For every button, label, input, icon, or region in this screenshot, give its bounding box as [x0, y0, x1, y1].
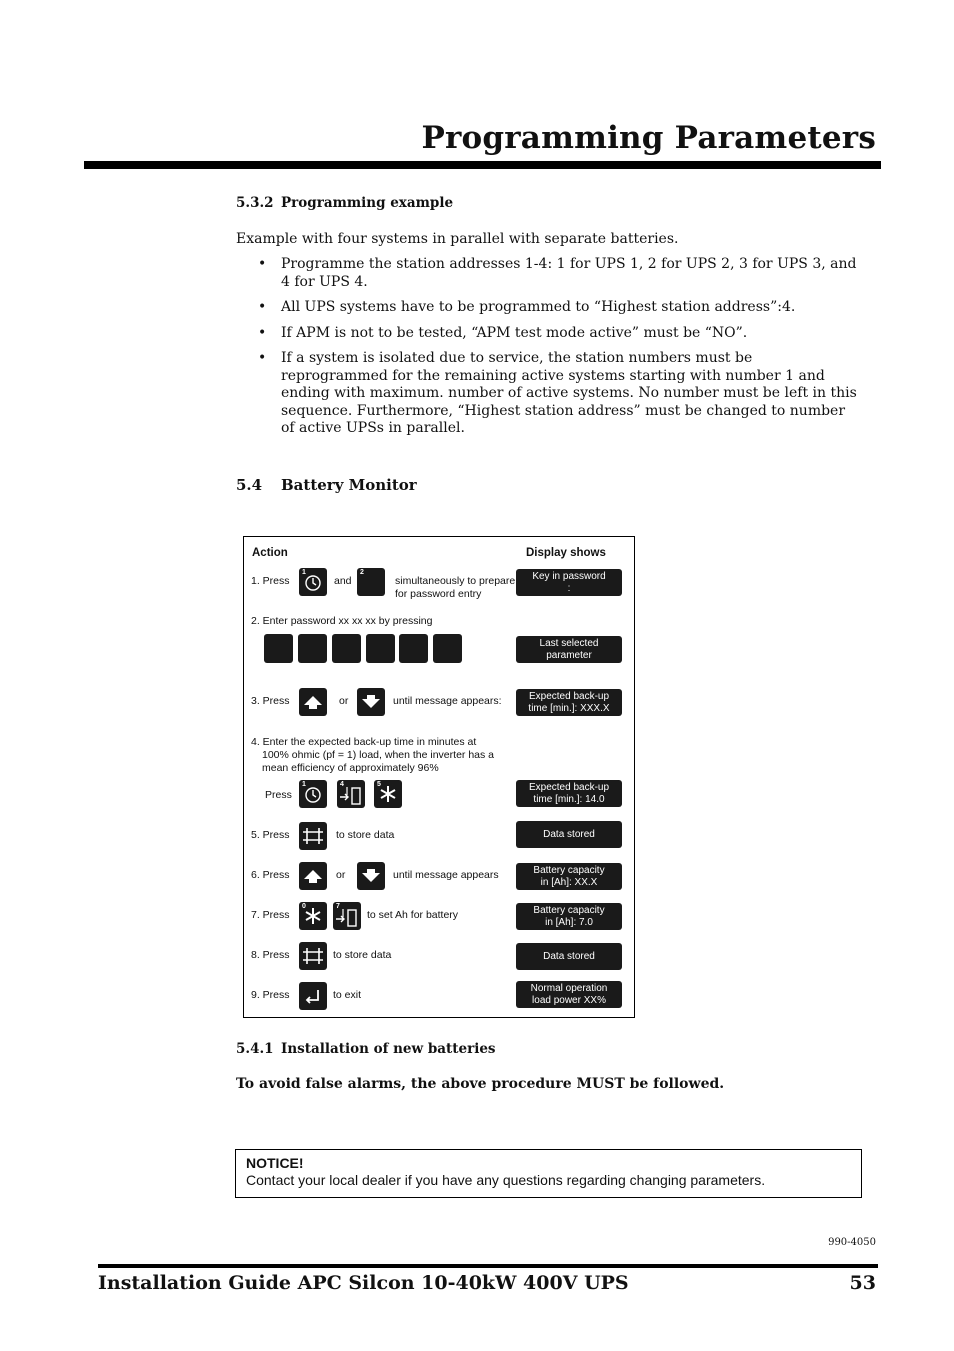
clock-key — [299, 780, 327, 808]
step5-text: to store data — [336, 829, 395, 841]
display-line: Expected back-up — [528, 690, 610, 702]
section-title: Installation of new batteries — [281, 1041, 496, 1057]
step1-and: and — [334, 575, 352, 587]
key-number: 7 — [336, 903, 340, 910]
step4-line1: 4. Enter the expected back-up time in minutes at — [251, 736, 477, 748]
display-header: Display shows — [526, 547, 606, 559]
down-arrow-icon — [357, 688, 385, 716]
section-title: Programming example — [281, 195, 454, 211]
display-line: Key in password — [532, 570, 606, 582]
display-data-stored-2 — [516, 943, 622, 970]
set-value-icon — [337, 780, 365, 808]
key-number: 2 — [360, 569, 364, 576]
section-heading-532 — [236, 195, 453, 211]
step3-or: or — [339, 695, 349, 707]
section-heading-541 — [236, 1041, 496, 1057]
key-number: 4 — [340, 781, 344, 788]
password-key — [332, 634, 361, 663]
list-item: • If APM is not to be tested, “APM test mode active” must be “NO”. — [258, 325, 860, 343]
star-icon — [299, 902, 327, 930]
footer-rule — [98, 1264, 878, 1268]
section-number: 5.3.2 — [236, 195, 274, 211]
step7-text: to set Ah for battery — [367, 909, 459, 921]
down-arrow-key — [357, 688, 385, 716]
enter-key — [299, 982, 327, 1010]
bullet-list — [258, 256, 860, 446]
section-title: Battery Monitor — [281, 476, 417, 494]
step1-text-a: simultaneously to prepare — [395, 575, 516, 587]
display-battery-capacity — [516, 863, 622, 890]
step4-press: Press — [265, 789, 292, 801]
display-line: in [Ah]: XX.X — [540, 876, 598, 888]
display-line: Data stored — [543, 828, 595, 840]
star-key — [374, 780, 402, 808]
value-key — [337, 780, 365, 808]
display-data-stored — [516, 821, 622, 848]
up-arrow-icon — [299, 688, 327, 716]
list-item: • If a system is isolated due to service, the station numbers must be reprogrammed for the remaining active systems starting with number 1 and ending with maximum. number of active systems. No number must be left in this sequence. Furthermore, “Highest station address” must be changed to number of active UPSs in parallel. — [258, 350, 860, 438]
step2-text: 2. Enter password xx xx xx by pressing — [251, 615, 433, 627]
store-key — [299, 942, 327, 970]
password-key — [399, 634, 428, 663]
footer-title: Installation Guide APC Silcon 10-40kW 400V UPS — [98, 1272, 629, 1294]
step4-line2: 100% ohmic (pf = 1) load, when the inverter has a — [262, 749, 495, 761]
page-title: Programming Parameters — [421, 120, 876, 156]
down-arrow-icon — [357, 862, 385, 890]
step6-until: until message appears — [393, 869, 499, 881]
step7-label: 7. Press — [251, 909, 290, 921]
key-number: 5 — [377, 781, 381, 788]
up-arrow-icon — [299, 862, 327, 890]
step9-text: to exit — [333, 989, 362, 1001]
document-number: 990-4050 — [828, 1237, 876, 1248]
display-line: Last selected — [539, 637, 599, 649]
page-number: 53 — [849, 1272, 876, 1294]
step6-or: or — [336, 869, 346, 881]
password-key — [433, 634, 462, 663]
up-arrow-key — [299, 688, 327, 716]
step5-label: 5. Press — [251, 829, 290, 841]
step3-label: 3. Press — [251, 695, 290, 707]
key-number: 1 — [302, 781, 306, 788]
warning-text: To avoid false alarms, the above procedure MUST be followed. — [236, 1076, 725, 1092]
clock-icon — [299, 568, 327, 596]
step4-line3: mean efficiency of approximately 96% — [262, 762, 439, 774]
display-battery-capacity-7 — [516, 903, 622, 930]
action-header: Action — [252, 547, 288, 559]
step6-label: 6. Press — [251, 869, 290, 881]
notice-box — [235, 1149, 862, 1198]
step3-until: until message appears: — [393, 695, 502, 707]
key-2 — [357, 568, 385, 596]
value-key — [333, 902, 361, 930]
store-icon — [299, 942, 327, 970]
display-line: Normal operation — [530, 982, 608, 994]
clock-icon — [299, 780, 327, 808]
step1-text-b: for password entry — [395, 588, 482, 600]
up-arrow-key — [299, 862, 327, 890]
section-number: 5.4 — [236, 476, 263, 494]
display-normal-operation — [516, 981, 622, 1008]
intro-text: Example with four systems in parallel with separate batteries. — [236, 231, 679, 247]
battery-monitor-procedure — [243, 536, 635, 1018]
enter-icon — [299, 982, 327, 1010]
display-key-in-password — [516, 569, 622, 596]
store-icon — [299, 822, 327, 850]
password-key — [298, 634, 327, 663]
display-line: parameter — [546, 649, 592, 661]
star-key — [299, 902, 327, 930]
display-line: Data stored — [543, 950, 595, 962]
down-arrow-key — [357, 862, 385, 890]
notice-text: Contact your local dealer if you have any questions regarding changing parameters. — [246, 1172, 766, 1188]
step1-label: 1. Press — [251, 575, 290, 587]
section-heading-54 — [236, 476, 417, 494]
display-line: in [Ah]: 7.0 — [545, 916, 593, 928]
display-line: Expected back-up — [528, 781, 610, 793]
title-rule — [84, 161, 881, 169]
store-key — [299, 822, 327, 850]
display-line: load power XX% — [532, 994, 606, 1006]
password-key — [264, 634, 293, 663]
display-line: time [min.]: 14.0 — [533, 793, 605, 805]
set-value-icon — [333, 902, 361, 930]
key-number: 1 — [302, 569, 306, 576]
display-expected-backup — [516, 689, 622, 716]
display-line: time [min.]: XXX.X — [528, 702, 610, 714]
list-item: • All UPS systems have to be programmed to “Highest station address”:4. — [258, 299, 860, 317]
display-line: : — [567, 582, 571, 594]
display-line: Battery capacity — [533, 904, 605, 916]
display-line: Battery capacity — [533, 864, 605, 876]
clock-key — [299, 568, 327, 596]
display-expected-backup-14 — [516, 780, 622, 807]
step8-text: to store data — [333, 949, 392, 961]
step8-label: 8. Press — [251, 949, 290, 961]
password-key — [366, 634, 395, 663]
key-number: 0 — [302, 903, 306, 910]
star-icon — [374, 780, 402, 808]
list-item: • Programme the station addresses 1-4: 1 for UPS 1, 2 for UPS 2, 3 for UPS 3, and 4 for UPS 4. — [258, 256, 860, 291]
step9-label: 9. Press — [251, 989, 290, 1001]
notice-title: NOTICE! — [246, 1155, 304, 1171]
section-number: 5.4.1 — [236, 1041, 274, 1057]
display-last-selected — [516, 636, 622, 663]
